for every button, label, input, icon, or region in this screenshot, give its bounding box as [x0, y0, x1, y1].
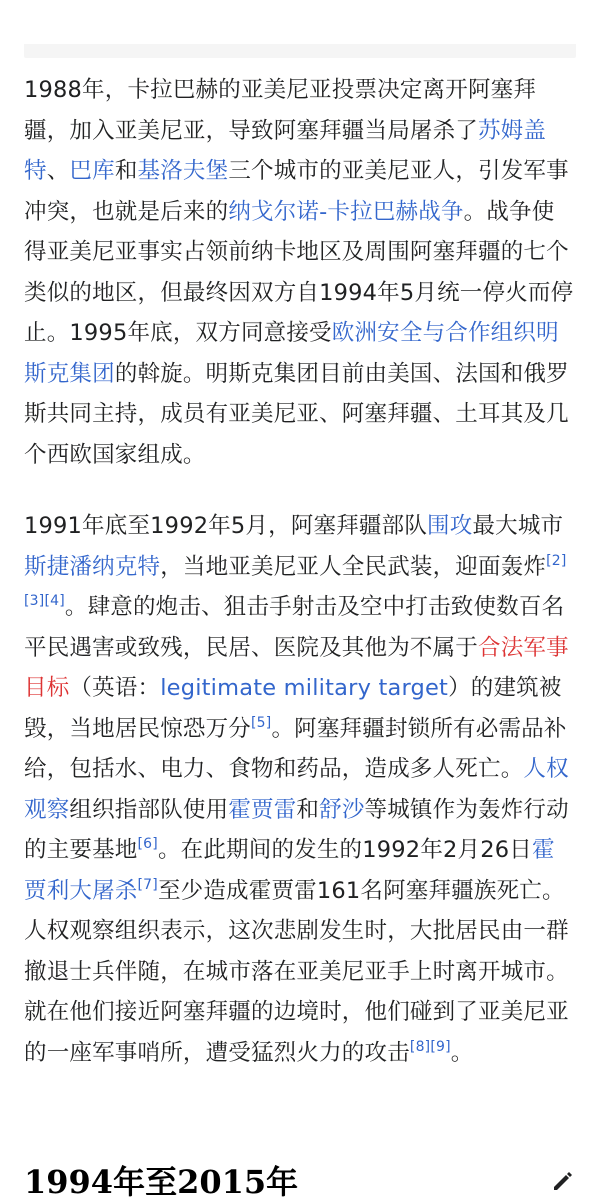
ref-7[interactable]: [7]	[137, 876, 158, 893]
link-shusha[interactable]: 舒沙	[319, 796, 365, 823]
paragraph-2: 1991年底至1992年5月，阿塞拜疆部队围攻最大城市斯捷潘纳克特，当地亚美尼亚人全民武装，迎面轰炸[2][3][4]。肆意的炮击、狙击手射击及空中打击致使数百名平民遇害或致残，民居、医院及其他为不属于合法军事目标（英语：legitimate military target）的建筑被毁，当地居民惊恐万分[5]。阿塞拜疆封锁所有必需品补给，包括水、电力、食物和药品，造成多人死亡。人权观察组织指部队使用霍贾雷和舒沙等城镇作为轰炸行动的主要基地[6]。在此期间的发生的1992年2月26日霍贾利大屠杀[7]至少造成霍贾雷161名阿塞拜疆族死亡。人权观察组织表示，这次悲剧发生时，大批居民由一群撤退士兵伴随，在城市落在亚美尼亚手上时离开城市。就在他们接近阿塞拜疆的边境时，他们碰到了亚美尼亚的一座军事哨所，遭受猛烈火力的攻击[8][9]。	[24, 513, 569, 1066]
link-baku[interactable]: 巴库	[69, 158, 115, 184]
link-sumgait[interactable]: 苏姆盖特	[24, 117, 547, 184]
link-khojaly[interactable]: 霍贾雷	[228, 796, 297, 823]
ref-5[interactable]: [5]	[251, 714, 272, 731]
link-osce-minsk-group[interactable]: 欧洲安全与合作组织明斯克集团	[24, 320, 559, 387]
redlink-legitimate-military-target[interactable]: 合法军事目标	[24, 634, 569, 701]
link-kirovabad[interactable]: 基洛夫堡	[137, 158, 229, 184]
link-stepanakert[interactable]: 斯捷潘纳克特	[24, 553, 161, 580]
link-siege[interactable]: 围攻	[427, 513, 473, 539]
link-nagorno-karabakh-war[interactable]: 纳戈尔诺-卡拉巴赫战争	[228, 198, 464, 225]
link-khojaly-massacre[interactable]: 霍贾利大屠杀	[24, 837, 555, 904]
pencil-icon[interactable]	[550, 1168, 576, 1194]
link-legitimate-military-target-en[interactable]: legitimate military target	[160, 675, 449, 701]
article-body	[24, 70, 576, 1104]
ref-3[interactable]: [3]	[24, 593, 45, 609]
ref-2[interactable]: [2]	[546, 552, 567, 569]
previous-content-box	[24, 44, 576, 58]
top-bar	[0, 0, 600, 44]
ref-6[interactable]: [6]	[137, 836, 158, 852]
paragraph-1: 1988年，卡拉巴赫的亚美尼亚投票决定离开阿塞拜疆，加入亚美尼亚，导致阿塞拜疆当局屠杀了苏姆盖特、巴库和基洛夫堡三个城市的亚美尼亚人，引发军事冲突，也就是后来的纳戈尔诺-卡拉巴赫战争。战争使得亚美尼亚事实占领前纳卡地区及周围阿塞拜疆的七个类似的地区，但最终因双方自1994年5月统一停火而停止。1995年底，双方同意接受欧洲安全与合作组织明斯克集团的斡旋。明斯克集团目前由美国、法国和俄罗斯共同主持，成员有亚美尼亚、阿塞拜疆、土耳其及几个西欧国家组成。	[24, 77, 574, 468]
link-human-rights-watch[interactable]: 人权观察	[24, 756, 569, 823]
ref-8[interactable]: [8]	[409, 1038, 431, 1055]
ref-4[interactable]: [4]	[44, 593, 65, 609]
ref-9[interactable]: [9]	[430, 1038, 451, 1055]
section-heading[interactable]: 1994年至2015年	[24, 1163, 299, 1201]
